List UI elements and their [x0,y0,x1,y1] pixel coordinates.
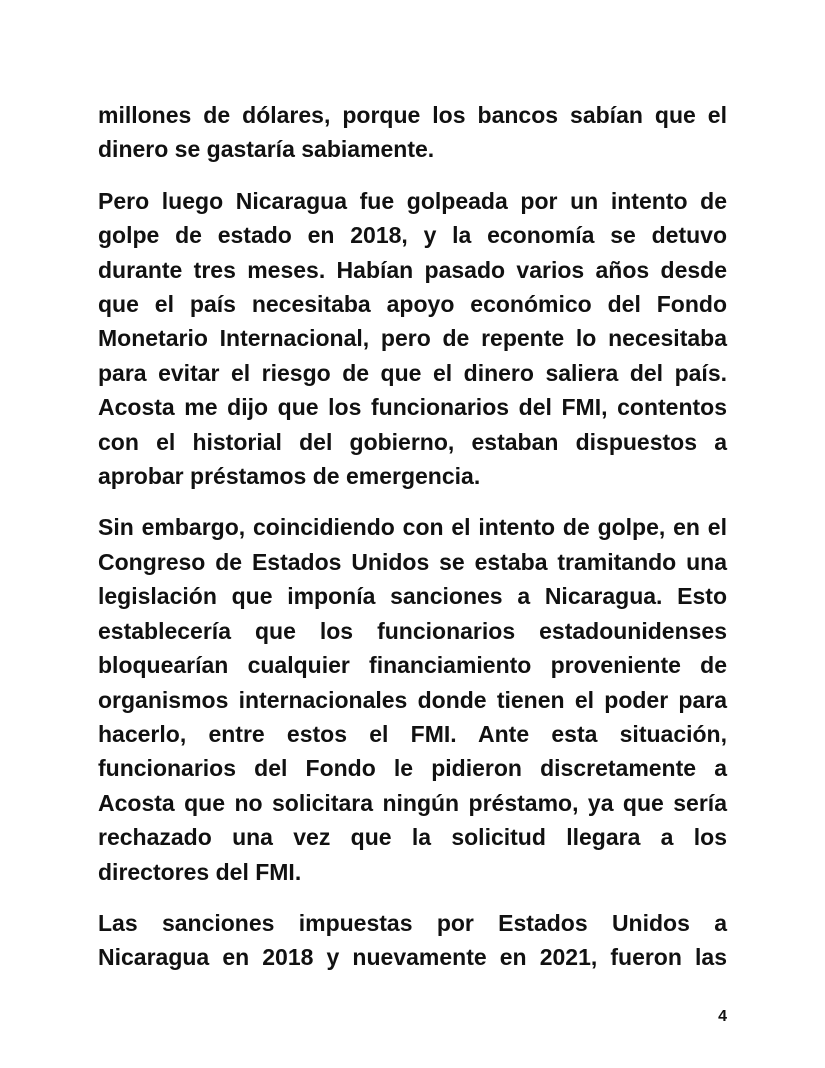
text-line: Congreso de Estados Unidos se estaba tramitando una [98,548,727,575]
text-line: legislación que imponía sanciones a Nicaragua. Esto [98,583,727,610]
paragraph-2 [98,184,727,494]
text-line: establecería que los funcionarios estadounidenses [98,617,727,644]
text-line: millones de dólares, porque los bancos sabían que el [98,102,727,128]
text-line: aprobar préstamos de emergencia. [98,463,481,490]
text-line: Acosta me dijo que los funcionarios del FMI, contentos [98,394,727,421]
text-line: Acosta que no solicitara ningún préstamo, ya que sería [98,789,727,816]
paragraph-4 [98,906,727,975]
text-line: Sin embargo, coincidiendo con el intento de golpe, en el [98,514,727,541]
page-number: 4 [718,1008,727,1025]
text-line: Nicaragua en 2018 y nuevamente en 2021, fueron las [98,944,727,971]
text-line: Monetario Internacional, pero de repente lo necesitaba [98,325,727,352]
text-line: dinero se gastaría sabiamente. [98,136,435,163]
text-line: durante tres meses. Habían pasado varios años desde [98,256,727,283]
text-line: bloquearían cualquier financiamiento proveniente de [98,652,727,679]
text-line: que el país necesitaba apoyo económico del Fondo [98,291,727,318]
text-line: Las sanciones impuestas por Estados Unidos a [98,909,727,936]
text-line: funcionarios del Fondo le pidieron discretamente a [98,755,727,782]
text-line: rechazado una vez que la solicitud llegara a los [98,824,727,851]
text-line: organismos internacionales donde tienen el poder para [98,686,727,713]
text-line: Pero luego Nicaragua fue golpeada por un intento de [98,187,727,214]
text-line: hacerlo, entre estos el FMI. Ante esta situación, [98,720,727,747]
paragraph-3 [98,510,727,888]
text-line: con el historial del gobierno, estaban dispuestos a [98,428,727,455]
body-text [98,98,727,992]
text-line: golpe de estado en 2018, y la economía se detuvo [98,222,727,249]
text-line: directores del FMI. [98,858,302,885]
text-line: para evitar el riesgo de que el dinero saliera del país. [98,359,727,386]
paragraph-1 [98,98,727,167]
